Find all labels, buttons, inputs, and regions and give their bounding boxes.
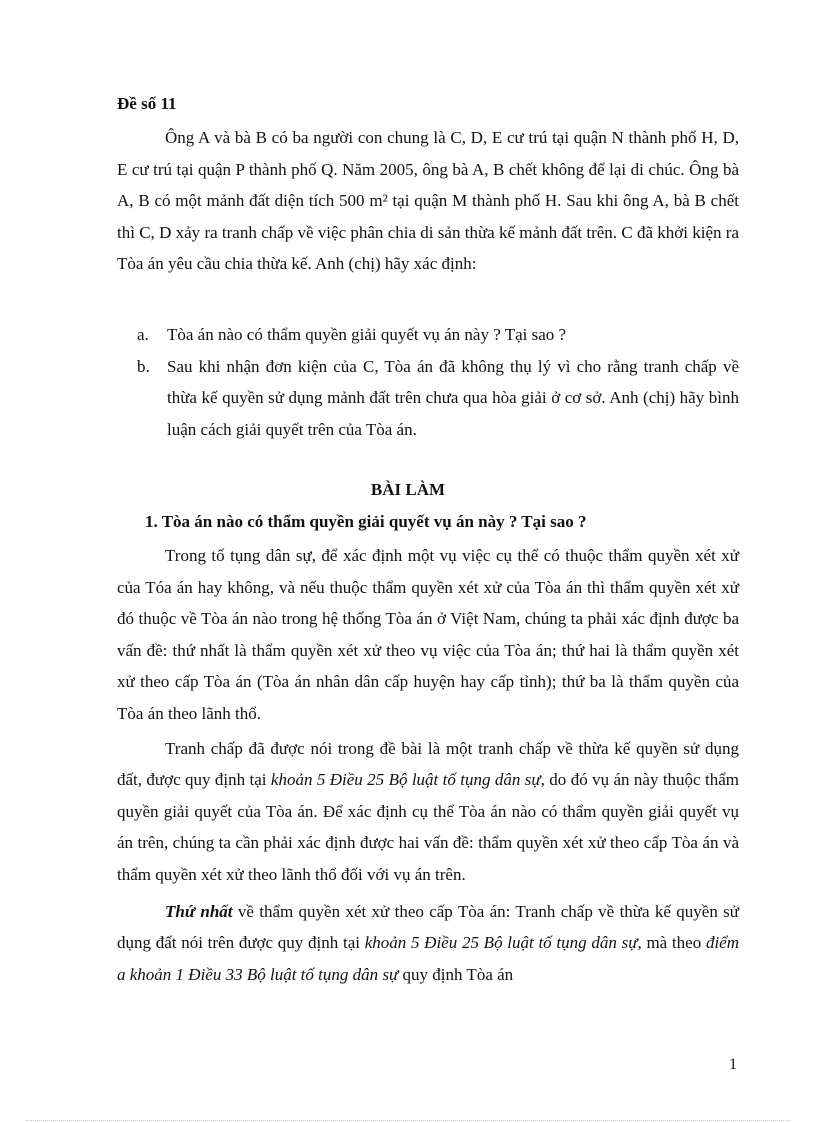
page-bottom-divider [26, 1120, 790, 1121]
law-reference: khoản 5 Điều 25 Bộ luật tố tụng dân sự [270, 770, 541, 790]
question-list [137, 319, 739, 445]
law-reference: khoản 5 Điều 25 Bộ luật tố tụng dân sự [364, 933, 638, 953]
paragraph-text: quy định Tòa án [398, 964, 514, 984]
paragraph-text: Tranh chấp đã được nói trong đề bài là một tranh chấp về thừa kế quyền sử dụng đất, được quy định tại [117, 738, 739, 790]
intro-paragraph: Ông A và bà B có ba người con chung là C, D, E cư trú tại quận N thành phố H, D, E cư trú tại quận P thành phố Q. Năm 2005, ông bà A, B chết không để lại di chúc. Ông bà A, B có một mảnh đất diện tích 500 m² tại quận M thành phố H. Sau khi ông A, bà B chết thì C, D xảy ra tranh chấp về việc phân chia di sản thừa kế mảnh đất trên. C đã khởi kiện ra Tòa án yêu cầu chia thừa kế. Anh (chị) hãy xác định: [117, 128, 739, 274]
emphasis-lead: Thứ nhất [165, 901, 233, 921]
paragraph-text: , mà theo [637, 933, 706, 953]
answer-body [117, 540, 739, 990]
question-marker: a. [137, 325, 149, 344]
answer-paragraph-1: Trong tố tụng dân sự, để xác định một vụ việc cụ thể có thuộc thẩm quyền xét xử của Tóa án hay không, và nếu thuộc thẩm quyền xét xử của Tòa án thì thẩm quyền xét xử đó thuộc về Tòa án nào trong hệ thống Tòa án ở Việt Nam, chúng ta phải xác định được ba vấn đề: thứ nhất là thẩm quyền xét xử theo vụ việc của Tòa án; thứ hai là thẩm quyền xét xử theo cấp Tòa án (Tòa án nhân dân cấp huyện hay cấp tỉnh); thứ ba là thẩm quyền của Tòa án theo lãnh thổ. [117, 546, 739, 723]
page-number: 1 [729, 1056, 737, 1073]
law-reference: điểm a khoản 1 Điều 33 Bộ luật tố tụng dân sự [117, 933, 739, 984]
question-marker: b. [137, 356, 150, 376]
exam-heading: Đề số 11 [117, 94, 177, 113]
answer-heading: 1. Tòa án nào có thẩm quyền giải quyết vụ án này ? Tại sao ? [145, 512, 587, 531]
question-item [137, 351, 739, 446]
answer-paragraph-2 [117, 733, 739, 891]
section-title: BÀI LÀM [370, 480, 446, 499]
question-text: Sau khi nhận đơn kiện của C, Tòa án đã không thụ lý vì cho rằng tranh chấp về thừa kế quyền sử dụng mảnh đất trên chưa qua hòa giải ở cơ sở. Anh (chị) hãy bình luận cách giải quyết trên của Tòa án. [167, 356, 739, 439]
question-text: Tòa án nào có thẩm quyền giải quyết vụ án này ? Tại sao ? [167, 325, 567, 344]
question-item [137, 319, 739, 351]
paragraph-text: về thẩm quyền xét xử theo cấp Tòa án: Tranh chấp về thừa kế quyền sử dụng đất nói trên được quy định tại [117, 901, 739, 953]
problem-statement [117, 122, 739, 280]
answer-paragraph-3 [117, 896, 739, 991]
paragraph-text: , do đó vụ án này thuộc thẩm quyền giải quyết của Tòa án. Để xác định cụ thể Tòa án nào có thẩm quyền giải quyết vụ án trên, chúng ta cần phải xác định được hai vấn đề: thẩm quyền xét xử theo cấp Tòa án và thẩm quyền xét xử theo lãnh thổ đối với vụ án trên. [117, 770, 739, 884]
